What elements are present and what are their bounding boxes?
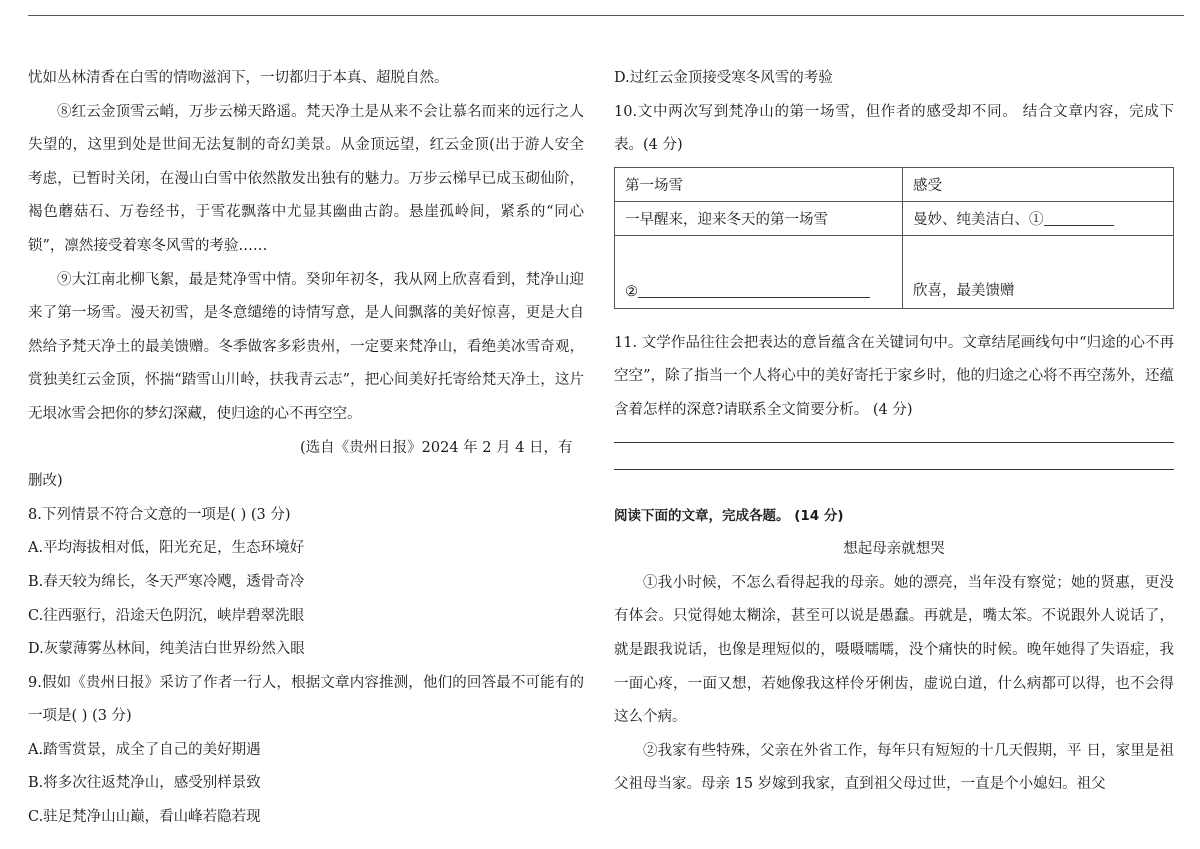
q8-option-d[interactable]: D.灰蒙薄雾丛林间，纯美洁白世界纷然入眼 — [28, 641, 305, 658]
q9-option-b[interactable]: B.将多次往返梵净山，感受别样景致 — [28, 775, 261, 792]
table-head-feeling: 感受 — [903, 167, 1174, 201]
table-cell-feeling-1 — [903, 201, 1174, 235]
q8-option-c[interactable]: C.往西驱行，沿途天色阴沉，峡岸碧翠洗眼 — [28, 607, 305, 624]
left-column — [28, 62, 584, 835]
answer-blank-2[interactable] — [638, 283, 870, 298]
question-10-table — [614, 167, 1174, 309]
passage-paragraph-1: ①我小时候，不怎么看得起我的母亲。她的漂亮，当年没有察觉；她的贤惠，更没有体会。只觉得她太糊涂，甚至可以说是愚蠢。再就是，嘴太笨。不说跟外人说话了，就是跟我说话，也像是理短似的，嗫嗫嚅嚅，没个痛快的时候。晚年她得了失语症，我一面心疼，一面又想，若她像我这样伶牙俐齿，虚说白道，什么病都可以得，也不会得这么个病。 — [614, 574, 1174, 726]
table-cell-feeling-2: 欣喜，最美馈赠 — [903, 235, 1174, 308]
passage-paragraph-2: ②我家有些特殊，父亲在外省工作，每年只有短短的十几天假期，平 日，家里是祖父祖母当家。母亲 15 岁嫁到我家，直到祖父母过世，一直是个小媳妇。祖父 — [614, 742, 1174, 793]
top-rule — [28, 15, 1184, 16]
table-head-first-snow: 第一场雪 — [615, 167, 903, 201]
section-heading: 阅读下面的文章，完成各题。 (14 分) — [614, 507, 844, 524]
q8-option-b[interactable]: B.春天较为绵长，冬天严寒冷飕，透骨奇冷 — [28, 573, 305, 590]
question-9-stem: 9.假如《贵州日报》采访了作者一行人，根据文章内容推测，他们的回答最不可能有的一项是( ) (3 分) — [28, 674, 584, 725]
q9-option-d[interactable]: D.过红云金顶接受寒冬风雪的考验 — [614, 70, 833, 86]
question-10-stem: 10.文中两次写到梵净山的第一场雪，但作者的感受却不同。 结合文章内容，完成下表。(4 分) — [614, 103, 1174, 154]
question-11: 11. 文学作品往往会把表达的意旨蕴含在关键词句中。文章结尾画线句中“归途的心不再空空”，除了指当一个人将心中的美好寄托于家乡时，他的归途之心将不再空荡外，还蕴含着怎样的深意?请联系全文简要分析。 (4 分) — [614, 334, 1174, 418]
passage-continuation: 忧如丛林清香在白雪的情吻滋润下，一切都归于本真、超脱自然。 — [28, 70, 449, 86]
table-cell-scene-1: 一早醒来，迎来冬天的第一场雪 — [615, 201, 903, 235]
q9-option-c[interactable]: C.驻足梵净山山巅，看山峰若隐若现 — [28, 809, 261, 826]
q9-option-a[interactable]: A.踏雪赏景，成全了自己的美好期遇 — [28, 741, 261, 758]
q8-option-a[interactable]: A.平均海拔相对低，阳光充足，生态环境好 — [28, 540, 305, 557]
table-cell-scene-2 — [615, 235, 903, 308]
passage-title: 想起母亲就想哭 — [843, 541, 945, 558]
question-8-stem: 8.下列情景不符合文意的一项是( ) (3 分) — [28, 506, 291, 523]
answer-blank-1[interactable] — [1044, 211, 1114, 226]
question-9 — [28, 667, 584, 835]
paragraph-9: ⑨大江南北柳飞絮，最是梵净雪中情。癸卯年初冬，我从网上欣喜看到，梵净山迎来了第一场雪。漫天初雪，是冬意缱绻的诗情写意，是人间飘落的美好惊喜，更是大自然给予梵天净土的最美馈赠。冬季做客多彩贵州，一定要来梵净山，看绝美冰雪奇观，赏独美红云金顶，怀揣“踏雪山川岭，扶我青云志”，把心间美好托寄给梵天净土，这片无垠冰雪会把你的梦幻深藏，使归途的心不再空空。 — [28, 271, 584, 422]
blank-2-marker: ② — [625, 283, 638, 300]
right-column — [614, 62, 1174, 802]
feeling-1-text: 曼妙、纯美洁白、① — [913, 211, 1044, 228]
paragraph-8: ⑧红云金顶雪云峭，万步云梯天路遥。梵天净土是从来不会让慕名而来的远行之人失望的，这里到处是世间无法复制的奇幻美景。从金顶远望，红云金顶(出于游人安全考虑，已暂时关闭，在漫山白雪中依然散发出独有的魅力。万步云梯早已成玉砌仙阶，褐色蘑菇石、万卷经书，于雪花飘落中尤显其幽曲古韵。悬崖孤岭间，紧系的“同心锁”，凛然接受着寒冬风雪的考验…… — [28, 103, 584, 254]
question-8 — [28, 499, 584, 667]
source-citation: (选自《贵州日报》2024 年 2 月 4 日，有删改) — [28, 439, 573, 490]
